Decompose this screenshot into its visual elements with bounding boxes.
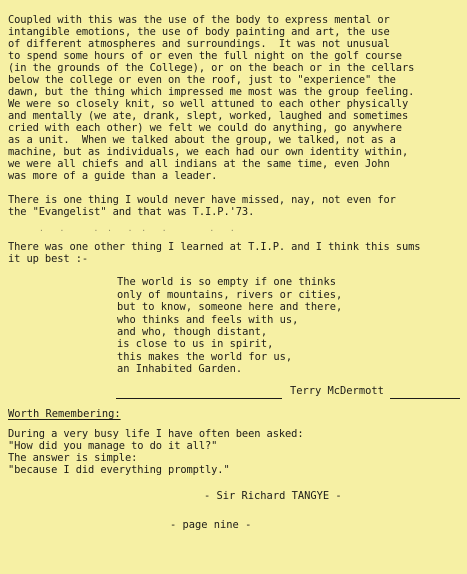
poem-line: only of mountains, rivers or cities,: [117, 289, 343, 301]
poem-line: The world is so empty if one thinks: [117, 276, 336, 288]
quote-line: The answer is simple:: [8, 452, 138, 464]
paragraph-3-line: There was one other thing I learned at T.I.P. and I think this sums: [8, 241, 421, 253]
paragraph-1-line: of different atmospheres and surroundings. It was not unusual: [8, 38, 390, 50]
paragraph-1-line: intangible emotions, the use of body painting and art, the use: [8, 26, 390, 38]
quote-line: During a very busy life I have often been asked:: [8, 428, 304, 440]
signature-rule-right: [390, 398, 460, 399]
paragraph-1-line: to spend some hours of or even the full night on the golf course: [8, 50, 402, 62]
page-number: - page nine -: [170, 519, 252, 531]
worth-remembering-heading: Worth Remembering:: [8, 408, 121, 420]
signature-rule-left: [116, 398, 282, 399]
paragraph-1-line: cried with each other) we felt we could do anything, go anywhere: [8, 122, 402, 134]
poem-line: is close to us in spirit,: [117, 338, 274, 350]
paragraph-1-line: (in the grounds of the College), or on the beach or in the cellars: [8, 62, 415, 74]
quote-line: "because I did everything promptly.": [8, 464, 230, 476]
quote-attribution: - Sir Richard TANGYE -: [204, 490, 342, 502]
paragraph-1-line: and mentally (we ate, drank, slept, worked, laughed and sometimes: [8, 110, 409, 122]
poem-line: this makes the world for us,: [117, 351, 293, 363]
poem-line: and who, though distant,: [117, 326, 268, 338]
paragraph-1-line: We were so closely knit, so well attuned to each other physically: [8, 98, 409, 110]
paragraph-1-line: was more of a guide than a leader.: [8, 170, 218, 182]
paragraph-2-line: the "Evangelist" and that was T.I.P.'73.: [8, 206, 255, 218]
paragraph-3-line: it up best :-: [8, 253, 89, 265]
poem-line: but to know, someone here and there,: [117, 301, 343, 313]
paragraph-1-line: Coupled with this was the use of the body to express mental or: [8, 14, 390, 26]
paragraph-1-line: we were all chiefs and all indians at the same time, even John: [8, 158, 390, 170]
paragraph-1-line: as a unit. When we talked about the group, we talked, not as a: [8, 134, 396, 146]
poem-line: who thinks and feels with us,: [117, 314, 299, 326]
paragraph-2-line: There is one thing I would never have missed, nay, not even for: [8, 194, 396, 206]
article-author: Terry McDermott: [290, 385, 384, 397]
paragraph-1-line: dawn, but the thing which impressed me most was the group feeling.: [8, 86, 415, 98]
poem-line: an Inhabited Garden.: [117, 363, 243, 375]
paragraph-1-line: below the college or even on the roof, just to "experience" the: [8, 74, 396, 86]
paragraph-1-line: machine, but as individuals, we each had our own identity within,: [8, 146, 409, 158]
quote-line: "How did you manage to do it all?": [8, 440, 218, 452]
ink-smudge: · · · · · · · · ·: [39, 226, 237, 235]
